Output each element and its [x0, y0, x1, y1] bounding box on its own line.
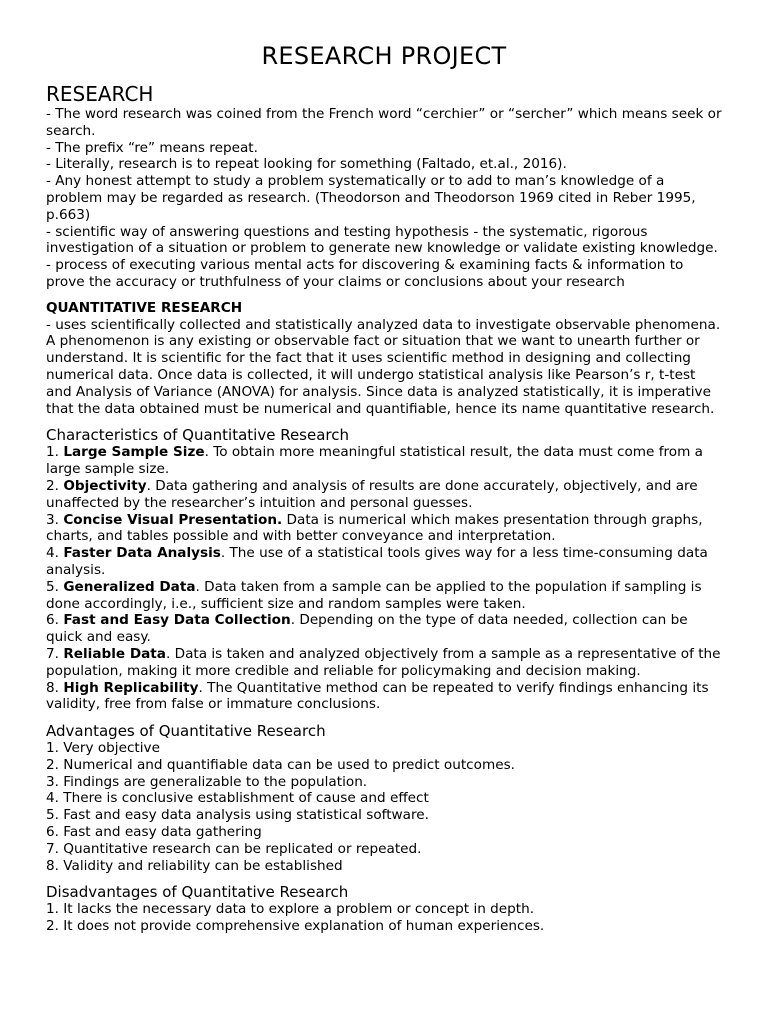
characteristic-item: 6. Fast and Easy Data Collection. Depending on the type of data needed, collection can be quick and easy. [46, 612, 688, 646]
research-line: - process of executing various mental acts for discovering & examining facts & information to prove the accuracy or truthfulness of your claims or conclusions about your research [46, 257, 684, 290]
disadvantages-list [46, 901, 722, 935]
characteristics-list [46, 444, 722, 713]
characteristic-item: 1. Large Sample Size. To obtain more meaningful statistical result, the data must come from a large sample size. [46, 444, 703, 478]
research-line: - Any honest attempt to study a problem systematically or to add to man’s knowledge of a problem may be regarded as research. (Theodorson and Theodorson 1969 cited in Reber 1995, p.663) [46, 173, 696, 223]
characteristic-item: 3. Concise Visual Presentation. Data is numerical which makes presentation through graphs, charts, and tables possible and with better conveyance and interpretation. [46, 511, 703, 545]
quantitative-heading: QUANTITATIVE RESEARCH [46, 299, 243, 316]
research-definitions [46, 106, 722, 291]
advantage-item: 5. Fast and easy data analysis using statistical software. [46, 807, 429, 824]
characteristic-item: 8. High Replicability. The Quantitative method can be repeated to verify findings enhancing its validity, free from false or immature conclusions. [46, 679, 709, 713]
advantage-item: 3. Findings are generalizable to the population. [46, 773, 368, 790]
research-heading: RESEARCH [46, 82, 154, 106]
advantage-item: 8. Validity and reliability can be established [46, 857, 343, 874]
disadvantages-heading: Disadvantages of Quantitative Research [46, 883, 349, 902]
research-line: - scientific way of answering questions and testing hypothesis - the systematic, rigorous investigation of a situation or problem to generate new knowledge or validate existing knowledge. [46, 223, 718, 257]
characteristic-item: 2. Objectivity. Data gathering and analysis of results are done accurately, objectively, and are unaffected by the researcher’s intuition and personal guesses. [46, 477, 698, 511]
characteristics-heading: Characteristics of Quantitative Research [46, 426, 350, 445]
advantage-item: 7. Quantitative research can be replicated or repeated. [46, 840, 422, 857]
advantages-heading: Advantages of Quantitative Research [46, 722, 326, 741]
research-line: - The word research was coined from the French word “cerchier” or “sercher” which means seek or search. [46, 106, 722, 139]
characteristic-item: 5. Generalized Data. Data taken from a sample can be applied to the population if sampling is done accordingly, i.e., sufficient size and random samples were taken. [46, 578, 702, 612]
advantage-item: 6. Fast and easy data gathering [46, 824, 262, 841]
characteristic-item: 4. Faster Data Analysis. The use of a statistical tools gives way for a less time-consuming data analysis. [46, 545, 708, 578]
advantages-list [46, 740, 722, 874]
page-title: RESEARCH PROJECT [261, 42, 507, 70]
advantage-item: 4. There is conclusive establishment of cause and effect [46, 790, 429, 807]
characteristic-item: 7. Reliable Data. Data is taken and analyzed objectively from a sample as a representative of the population, making it more credible and reliable for policymaking and decision making. [46, 645, 721, 679]
advantage-item: 2. Numerical and quantifiable data can be used to predict outcomes. [46, 756, 515, 773]
disadvantage-item: 1. It lacks the necessary data to explore a problem or concept in depth. [46, 901, 535, 918]
quantitative-body: - uses scientifically collected and statistically analyzed data to investigate observable phenomena. A phenomenon is any existing or observable fact or situation that we want to unearth further or understand. It is scientific for the fact that it uses scientific method in designing and collecting numerical data. Once data is collected, it will undergo statistical analysis like Pearson’s r, t-test and Analysis of Variance (ANOVA) for analysis. Since data is analyzed statistically, it is imperative that the data obtained must be numerical and quantifiable, hence its name quantitative research. [46, 316, 721, 417]
disadvantage-item: 2. It does not provide comprehensive explanation of human experiences. [46, 918, 545, 935]
advantage-item: 1. Very objective [46, 740, 160, 757]
research-line: - Literally, research is to repeat looking for something (Faltado, et.al., 2016). [46, 156, 567, 173]
research-line: - The prefix “re” means repeat. [46, 139, 258, 156]
